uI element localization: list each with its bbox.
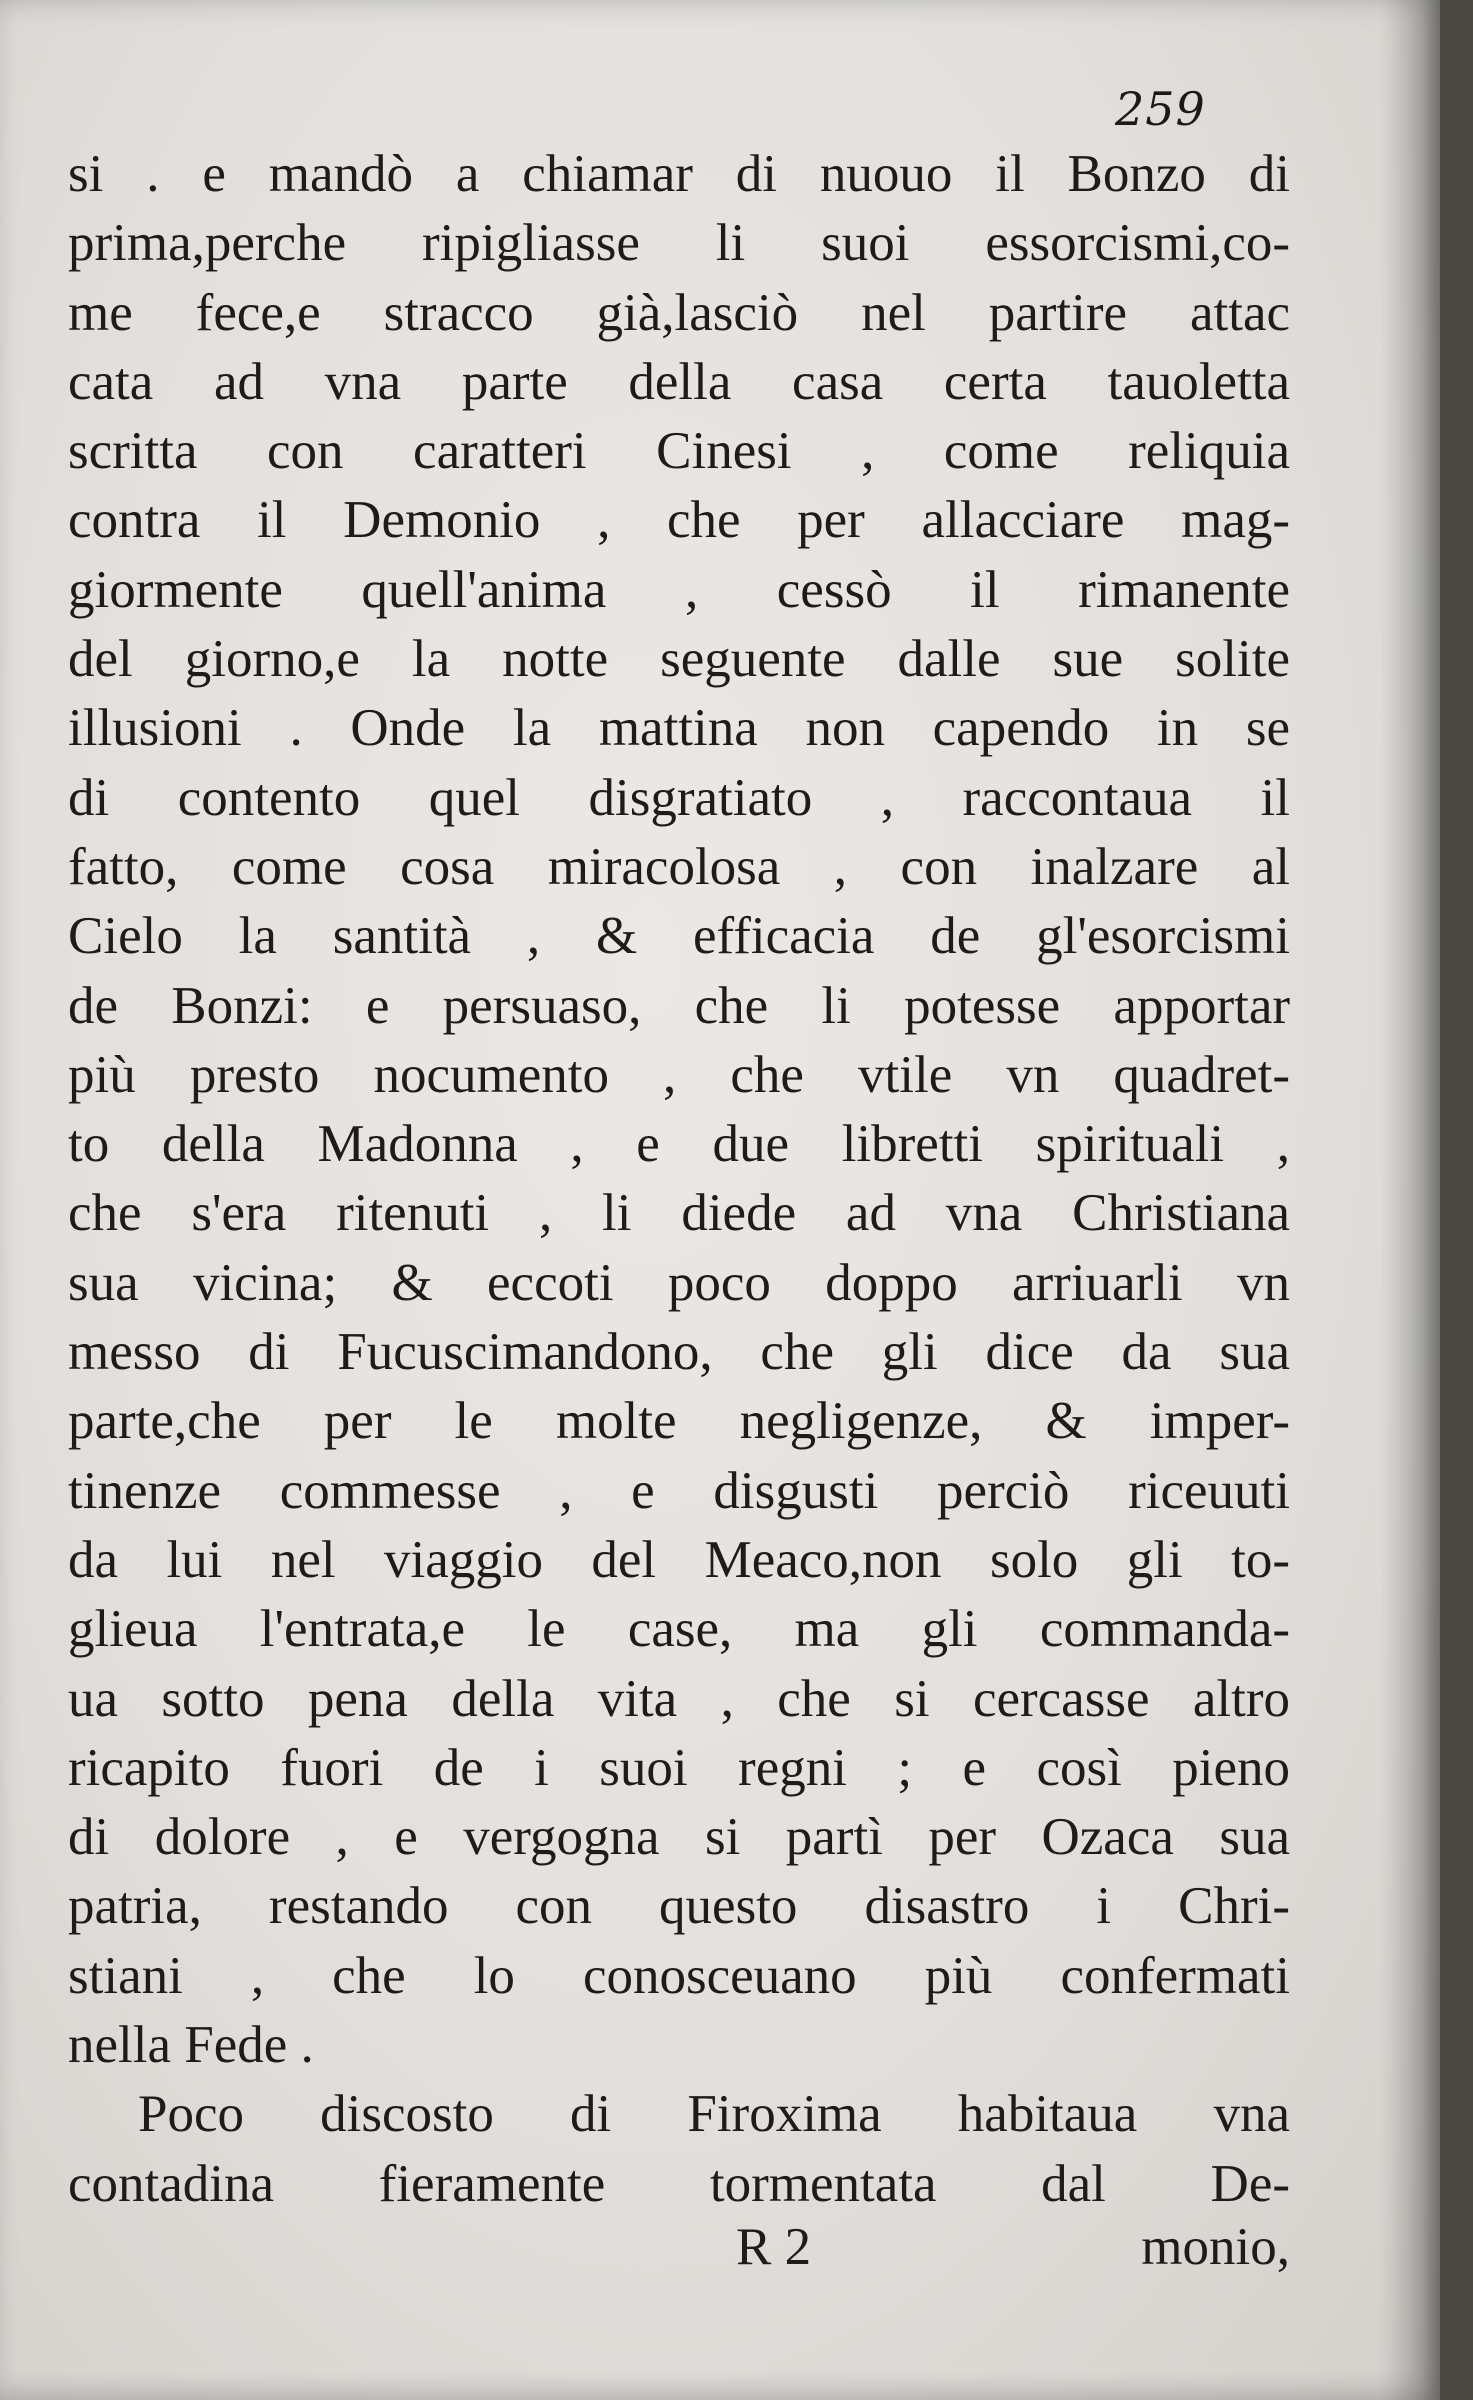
- text-line: cata ad vna parte della casa certa tauoletta: [68, 352, 1290, 411]
- text-line: parte,che per le molte negligenze, & imper-: [68, 1392, 1290, 1451]
- text-line: ricapito fuori de i suoi regni ; e così pieno: [68, 1738, 1290, 1797]
- page-footer: [68, 2217, 1290, 2287]
- text-line: glieua l'entrata,e le case, ma gli commanda-: [68, 1600, 1290, 1659]
- text-line: messo di Fucuscimandono, che gli dice da sua: [68, 1323, 1290, 1382]
- body-text: [68, 140, 1290, 2219]
- text-line: me fece,e stracco già,lasciò nel partire attac: [68, 283, 1290, 342]
- page-number: 259: [1115, 82, 1206, 136]
- text-line: tinenze commesse , e disgusti perciò riceuuti: [68, 1461, 1290, 1520]
- text-line: fatto, come cosa miracolosa , con inalzare al: [68, 837, 1290, 896]
- text-line: prima,perche ripigliasse li suoi essorcismi,co-: [68, 214, 1290, 273]
- text-line: più presto nocumento , che vtile vn quadret-: [68, 1045, 1290, 1104]
- text-line: contra il Demonio , che per allacciare mag-: [68, 491, 1290, 550]
- text-line: patria, restando con questo disastro i Chri-: [68, 1877, 1290, 1936]
- text-line: di dolore , e vergogna si partì per Ozaca sua: [68, 1808, 1290, 1867]
- text-line: che s'era ritenuti , li diede ad vna Christiana: [68, 1184, 1290, 1243]
- text-line: da lui nel viaggio del Meaco,non solo gli to-: [68, 1530, 1290, 1589]
- catchword: monio,: [1141, 2218, 1290, 2276]
- text-line: ua sotto pena della vita , che si cercasse altro: [68, 1669, 1290, 1728]
- text-line: giormente quell'anima , cessò il rimanente: [68, 560, 1290, 619]
- text-line: to della Madonna , e due libretti spirituali ,: [68, 1115, 1290, 1174]
- text-line: illusioni . Onde la mattina non capendo in se: [68, 699, 1290, 758]
- paragraph-end-line: nella Fede .: [68, 2016, 314, 2075]
- text-line: sua vicina; & eccoti poco doppo arriuarli vn: [68, 1253, 1290, 1312]
- text-line: del giorno,e la notte seguente dalle sue solite: [68, 630, 1290, 689]
- spine-shadow: [1380, 0, 1440, 2400]
- text-line: Cielo la santità , & efficacia de gl'esorcismi: [68, 907, 1290, 966]
- paragraph-start-line: Poco discosto di Firoxima habitaua vna: [138, 2085, 1290, 2144]
- signature-mark: R 2: [736, 2218, 812, 2276]
- text-line: de Bonzi: e persuaso, che li potesse apportar: [68, 976, 1290, 1035]
- text-line: scritta con caratteri Cinesi , come reliquia: [68, 422, 1290, 481]
- text-line: si . e mandò a chiamar di nuouo il Bonzo di: [68, 145, 1290, 203]
- text-line: di contento quel disgratiato , raccontaua il: [68, 768, 1290, 827]
- text-line: contadina fieramente tormentata dal De-: [68, 2154, 1290, 2213]
- text-line: stiani , che lo conosceuano più confermati: [68, 1946, 1290, 2005]
